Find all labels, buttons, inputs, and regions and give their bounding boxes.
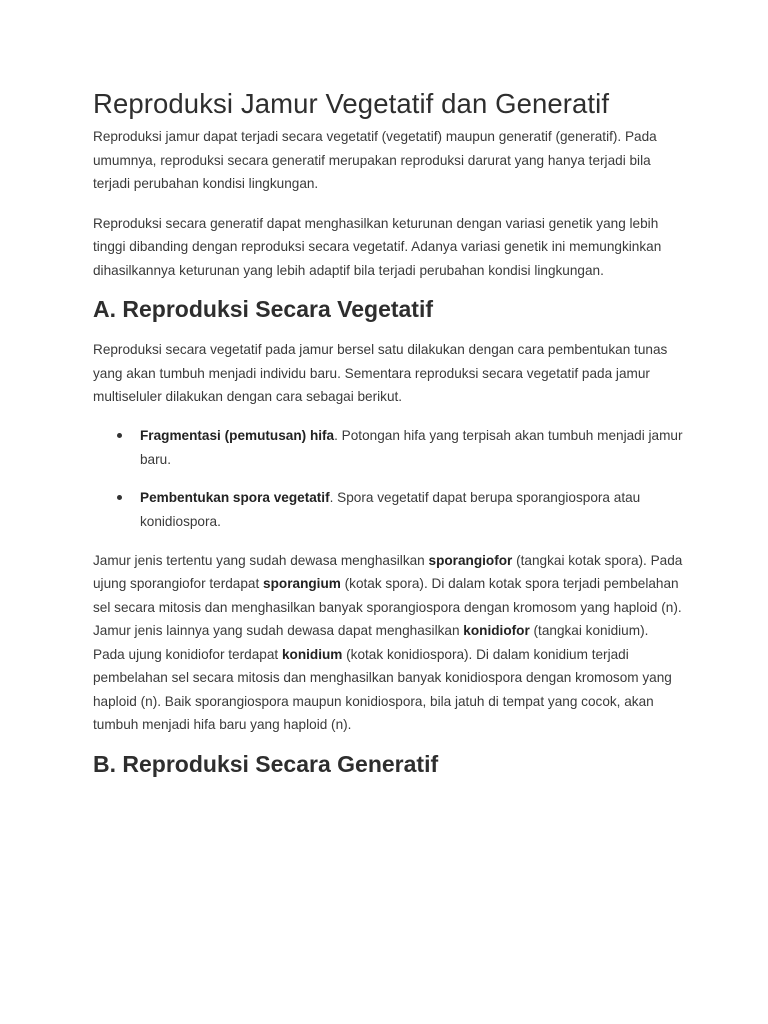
section-a-paragraph-1: Reproduksi secara vegetatif pada jamur bersel satu dilakukan dengan cara pembentukan tunas yang akan tumbuh menjadi individu baru. Sementara reproduksi secara vegetatif pada jamur multiseluler dilakukan dengan cara sebagai berikut. [93, 342, 668, 404]
text-run: (tangkai kotak spora). Pada ujung sporangiofor terdapat [93, 552, 683, 591]
bullet-icon [117, 433, 122, 438]
text-run: (kotak konidiospora). Di dalam konidium terjadi pembelahan sel secara mitosis dan menghasilkan banyak konidiospora dengan kromosom yang haploid (n). Baik sporangiospora maupun konidiospora, bila jatuh di tempat yang cocok, akan tumbuh menjadi hifa baru yang haploid (n). [93, 646, 672, 732]
section-b-heading: B. Reproduksi Secara Generatif [93, 750, 439, 777]
term-sporangiofor: sporangiofor [428, 552, 513, 568]
list-item [93, 424, 683, 473]
term-konidium: konidium [281, 646, 343, 662]
vegetative-methods-list [93, 424, 683, 535]
intro-paragraph-2: Reproduksi secara generatif dapat menghasilkan keturunan dengan variasi genetik yang lebih tinggi dibanding dengan reproduksi secara vegetatif. Adanya variasi genetik ini memungkinkan dihasilkannya keturunan yang lebih adaptif bila terjadi perubahan kondisi lingkungan. [93, 215, 662, 278]
intro-paragraph-1: Reproduksi jamur dapat terjadi secara vegetatif (vegetatif) maupun generatif (generatif). Pada umumnya, reproduksi secara generatif merupakan reproduksi darurat yang hanya terjadi bila terjadi perubahan kondisi lingkungan. [93, 129, 657, 191]
document-page [93, 88, 683, 778]
list-item-text: . Spora vegetatif dapat berupa sporangiospora atau konidiospora. [140, 489, 641, 529]
page-title: Reproduksi Jamur Vegetatif dan Generatif [93, 88, 610, 119]
bullet-icon [117, 495, 122, 500]
text-run: Jamur jenis tertentu yang sudah dewasa menghasilkan [93, 552, 429, 568]
term-sporangium: sporangium [263, 576, 341, 591]
list-item-term: Pembentukan spora vegetatif [140, 489, 330, 505]
term-konidiofor: konidiofor [463, 623, 530, 638]
section-a-heading: A. Reproduksi Secara Vegetatif [93, 296, 434, 322]
text-run: (kotak spora). Di dalam kotak spora terjadi pembelahan sel secara mitosis dan menghasilkan banyak sporangiospora dengan kromosom yang haploid (n). Jamur jenis lainnya yang sudah dewasa dapat menghasilkan [93, 576, 682, 638]
list-item-term: Fragmentasi (pemutusan) hifa [140, 427, 335, 443]
list-item [93, 486, 683, 535]
text-run: (tangkai konidium). Pada ujung konidiofor terdapat [93, 623, 649, 662]
section-a-paragraph-2 [93, 549, 683, 737]
list-item-text: . Potongan hifa yang terpisah akan tumbuh menjadi jamur baru. [140, 427, 683, 467]
